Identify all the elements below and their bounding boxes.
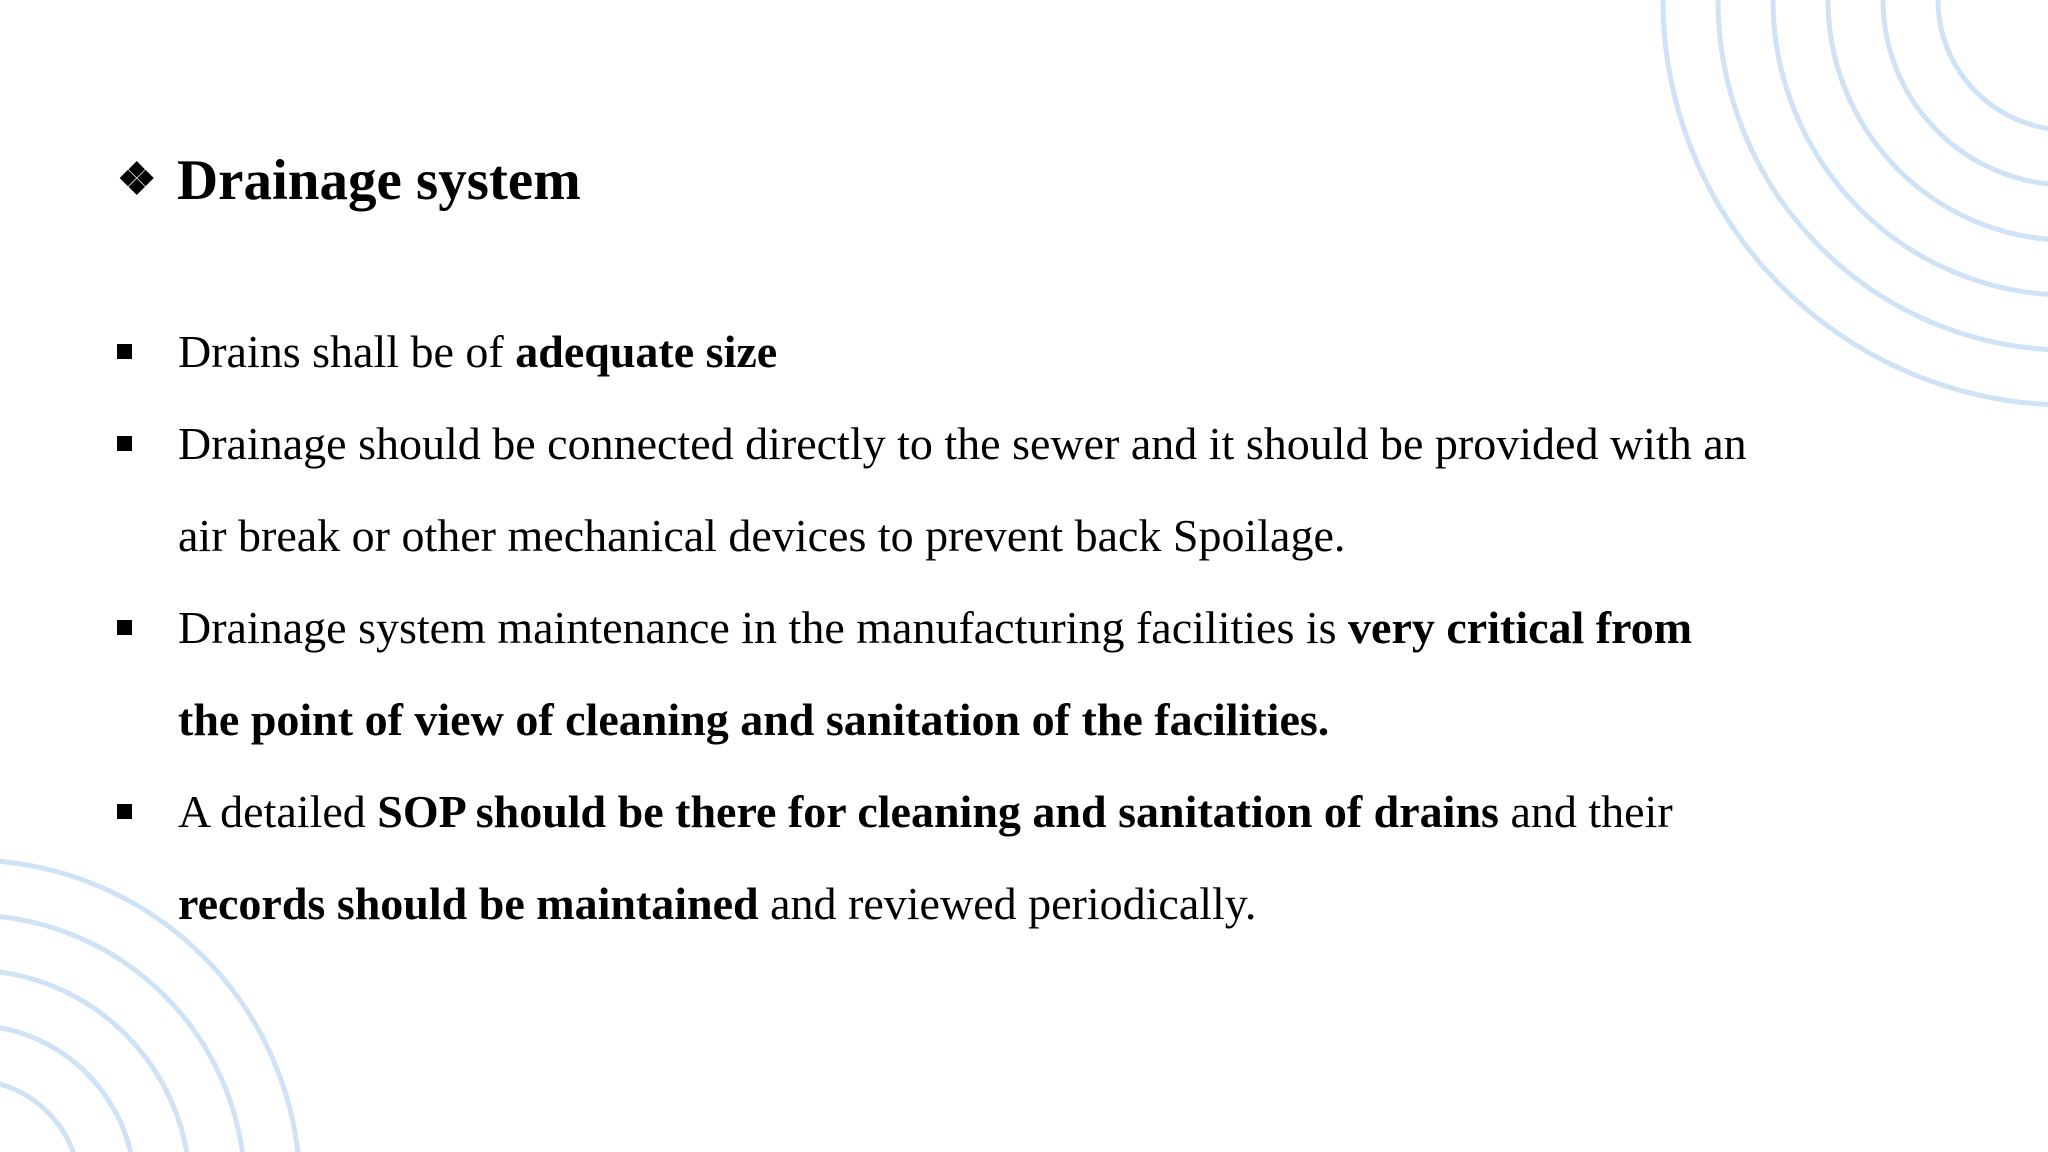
- text: and their: [1498, 786, 1673, 837]
- four-diamond-bullet-icon: ❖: [117, 155, 157, 204]
- bold-text: very critical from: [1348, 602, 1693, 653]
- text: and reviewed periodically.: [758, 878, 1257, 929]
- slide-title-text: Drainage system: [177, 148, 581, 212]
- text: Drainage should be connected directly to the sewer and it should be provided with an: [178, 418, 1747, 469]
- decorative-arc: [1773, 0, 2048, 295]
- bullet-line: [178, 306, 1977, 398]
- bullet-item: [117, 766, 1977, 950]
- bold-text: the point of view of cleaning and sanitation of the facilities.: [178, 694, 1330, 745]
- bullet-item: [117, 306, 1977, 398]
- text: air break or other mechanical devices to prevent back Spoilage.: [178, 510, 1346, 561]
- bullet-line: [178, 398, 1977, 490]
- bullet-line: [178, 674, 1977, 766]
- square-bullet-icon: [117, 620, 132, 635]
- square-bullet-icon: [117, 804, 132, 819]
- decorative-arc: [1718, 0, 2048, 350]
- text: Drainage system maintenance in the manufacturing facilities is: [178, 602, 1349, 653]
- decorative-arc: [0, 970, 190, 1152]
- text: Drains shall be of: [178, 326, 516, 377]
- bold-text: records should be maintained: [178, 878, 759, 929]
- square-bullet-icon: [117, 344, 132, 359]
- bullet-line: [178, 858, 1977, 950]
- bold-text: SOP should be there for cleaning and sanitation of drains: [377, 786, 1499, 837]
- decorative-arc: [1883, 0, 2048, 185]
- square-bullet-icon: [117, 436, 132, 451]
- slide-title: [117, 144, 581, 216]
- bullet-line: [178, 582, 1977, 674]
- bold-text: adequate size: [515, 326, 778, 377]
- text: A detailed: [178, 786, 378, 837]
- decorative-arc: [0, 1080, 80, 1152]
- bullet-line: [178, 766, 1977, 858]
- bullet-list: [117, 306, 1977, 950]
- bullet-item: [117, 398, 1977, 582]
- decorative-arc: [0, 1025, 135, 1152]
- bullet-item: [117, 582, 1977, 766]
- decorative-arc: [1938, 0, 2048, 130]
- bullet-line: [178, 490, 1977, 582]
